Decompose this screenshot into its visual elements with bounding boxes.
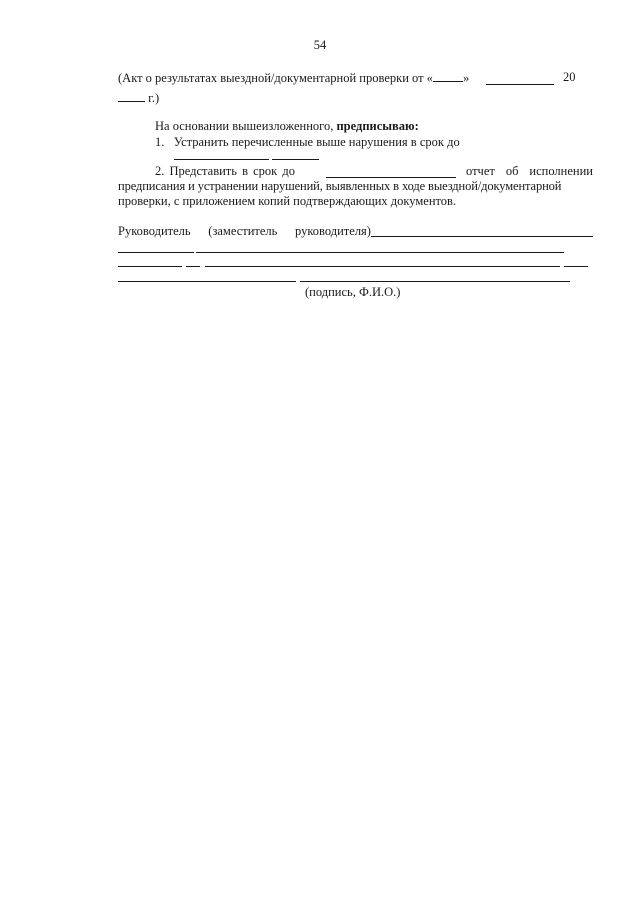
signature-line-3b	[186, 266, 200, 267]
signature-label-line	[118, 224, 371, 238]
year-blank	[118, 90, 145, 102]
signature-line-2a	[118, 252, 194, 253]
item-1-deadline-blank-a	[174, 159, 269, 160]
signature-word: руководителя)	[295, 224, 371, 238]
item-2-word: Представить	[169, 164, 237, 178]
signature-line-3a	[118, 266, 182, 267]
act-reference-line	[118, 70, 469, 85]
item-1	[155, 135, 460, 149]
item-2-line-1	[155, 164, 295, 178]
item-2-word: исполнении	[529, 164, 593, 178]
signature-line-1	[371, 236, 593, 237]
signature-line-2b	[196, 252, 564, 253]
item-2-word: в	[242, 164, 248, 178]
month-blank	[486, 84, 554, 85]
signature-caption: (подпись, Ф.И.О.)	[305, 285, 401, 299]
act-reference-text: (Акт о результатах выездной/документарной проверки от «	[118, 71, 433, 85]
item-2-deadline-blank	[326, 177, 456, 178]
act-reference-line-2	[118, 90, 159, 105]
signature-line-4a	[118, 281, 296, 282]
signature-line-4b	[300, 281, 570, 282]
act-year-prefix: 20	[563, 70, 576, 84]
act-quote-close: »	[462, 71, 470, 85]
item-1-deadline-blank-b	[272, 159, 319, 160]
item-1-number: 1.	[155, 135, 165, 149]
item-2-word: отчет	[466, 164, 495, 178]
act-year-suffix: г.)	[148, 91, 160, 105]
item-2-line-3: проверки, с приложением копий подтверждающих документов.	[118, 194, 457, 208]
basis-bold-text: предписываю:	[336, 119, 419, 133]
basis-line	[155, 119, 419, 133]
basis-text: На основании вышеизложенного,	[155, 119, 337, 133]
day-blank	[433, 70, 463, 82]
item-2-line-2: предписания и устранении нарушений, выявленных в ходе выездной/документарной	[118, 179, 562, 193]
item-1-text: Устранить перечисленные выше нарушения в срок до	[173, 135, 460, 149]
signature-line-3d	[564, 266, 588, 267]
item-2-word: до	[282, 164, 295, 178]
item-2-word: срок	[253, 164, 278, 178]
item-2-number: 2.	[155, 164, 165, 178]
signature-word: (заместитель	[208, 224, 278, 238]
item-2-line-1-end	[466, 164, 593, 178]
page-number: 54	[313, 38, 327, 52]
item-2-word: об	[505, 164, 519, 178]
signature-line-3c	[205, 266, 560, 267]
signature-word: Руководитель	[118, 224, 191, 238]
